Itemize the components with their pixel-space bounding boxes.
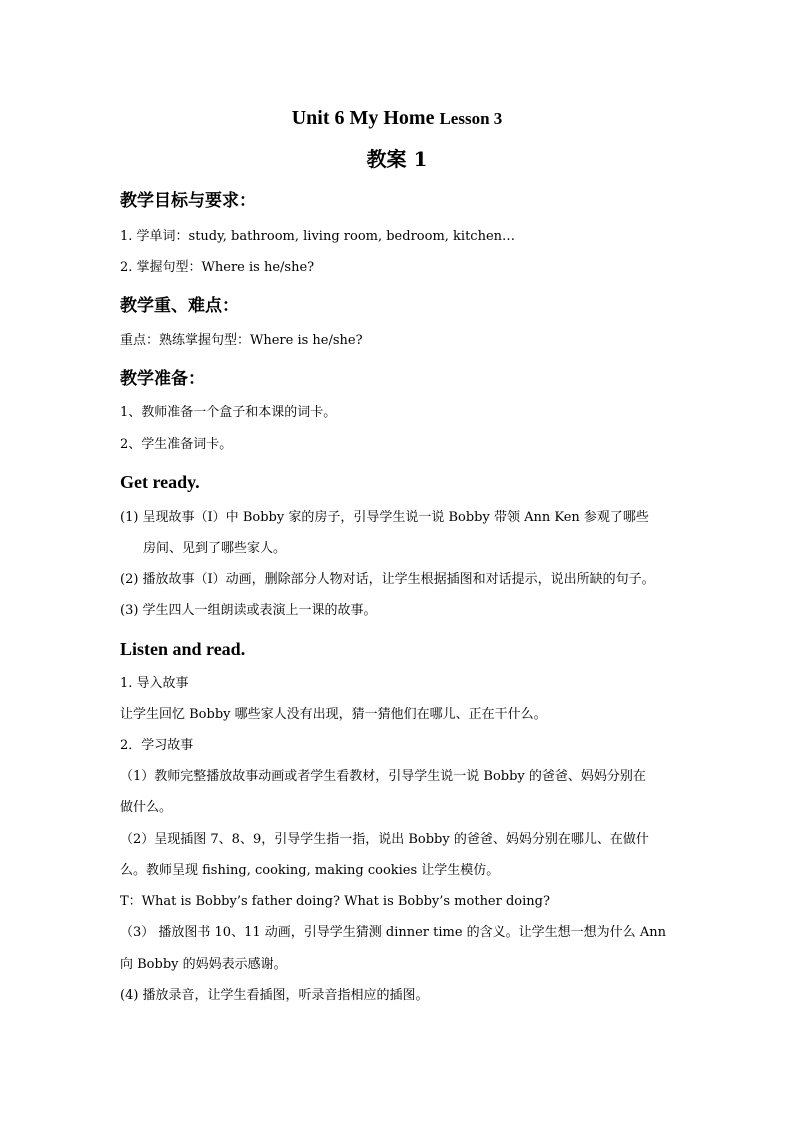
goals-item-2: 2. 掌握句型：Where is he/she?: [120, 260, 315, 275]
goals-heading: 教学目标与要求：: [120, 191, 256, 211]
get-ready-item-3: (3) 学生四人一组朗读或表演上一课的故事。: [120, 603, 377, 618]
goals-item-1: 1. 学单词：study, bathroom, living room, bedroom, kitchen…: [120, 229, 516, 244]
listen-read-heading: Listen and read.: [120, 639, 246, 659]
listen-read-line-10: 向 Bobby 的妈妈表示感谢。: [120, 957, 287, 972]
listen-read-line-3: 2．学习故事: [120, 738, 194, 753]
get-ready-heading: Get ready.: [120, 472, 200, 492]
listen-read-line-7: 么。教师呈现 fishing, cooking, making cookies 让学生模仿。: [120, 863, 500, 878]
title-main: Unit 6 My Home: [291, 107, 440, 129]
listen-read-line-9: （3） 播放图书 10、11 动画，引导学生猜测 dinner time 的含义。让学生想一想为什么 Ann: [120, 925, 666, 940]
get-ready-item-1-cont: 房间、见到了哪些家人。: [143, 541, 287, 556]
document-subtitle: 教案 1: [366, 147, 428, 171]
listen-read-line-8: T：What is Bobby’s father doing? What is Bobby’s mother doing?: [120, 894, 550, 909]
listen-read-line-6: （2）呈现插图 7、8、9，引导学生指一指，说出 Bobby 的爸爸、妈妈分别在哪儿、在做什: [120, 832, 649, 847]
listen-read-line-4: （1）教师完整播放故事动画或者学生看教材，引导学生说一说 Bobby 的爸爸、妈妈分别在: [120, 769, 646, 784]
listen-read-line-11: (4) 播放录音，让学生看插图，听录音指相应的插图。: [120, 988, 429, 1003]
listen-read-line-5: 做什么。: [120, 800, 173, 815]
listen-read-line-2: 让学生回忆 Bobby 哪些家人没有出现，猜一猜他们在哪儿、正在干什么。: [120, 707, 547, 722]
key-points-text: 重点：熟练掌握句型：Where is he/she?: [120, 333, 363, 348]
listen-read-line-1: 1. 导入故事: [120, 676, 189, 691]
get-ready-item-2: (2) 播放故事（I）动画，删除部分人物对话，让学生根据插图和对话提示，说出所缺的句子。: [120, 572, 655, 587]
title-lesson: Lesson 3: [439, 109, 503, 128]
document-title: [0, 104, 794, 133]
preparation-item-1: 1、教师准备一个盒子和本课的词卡。: [120, 405, 337, 420]
preparation-heading: 教学准备：: [120, 369, 205, 389]
preparation-item-2: 2、学生准备词卡。: [120, 437, 233, 452]
get-ready-item-1: (1) 呈现故事（Ⅰ）中 Bobby 家的房子，引导学生说一说 Bobby 带领 Ann Ken 参观了哪些: [120, 510, 649, 525]
key-points-heading: 教学重、难点：: [120, 296, 239, 316]
